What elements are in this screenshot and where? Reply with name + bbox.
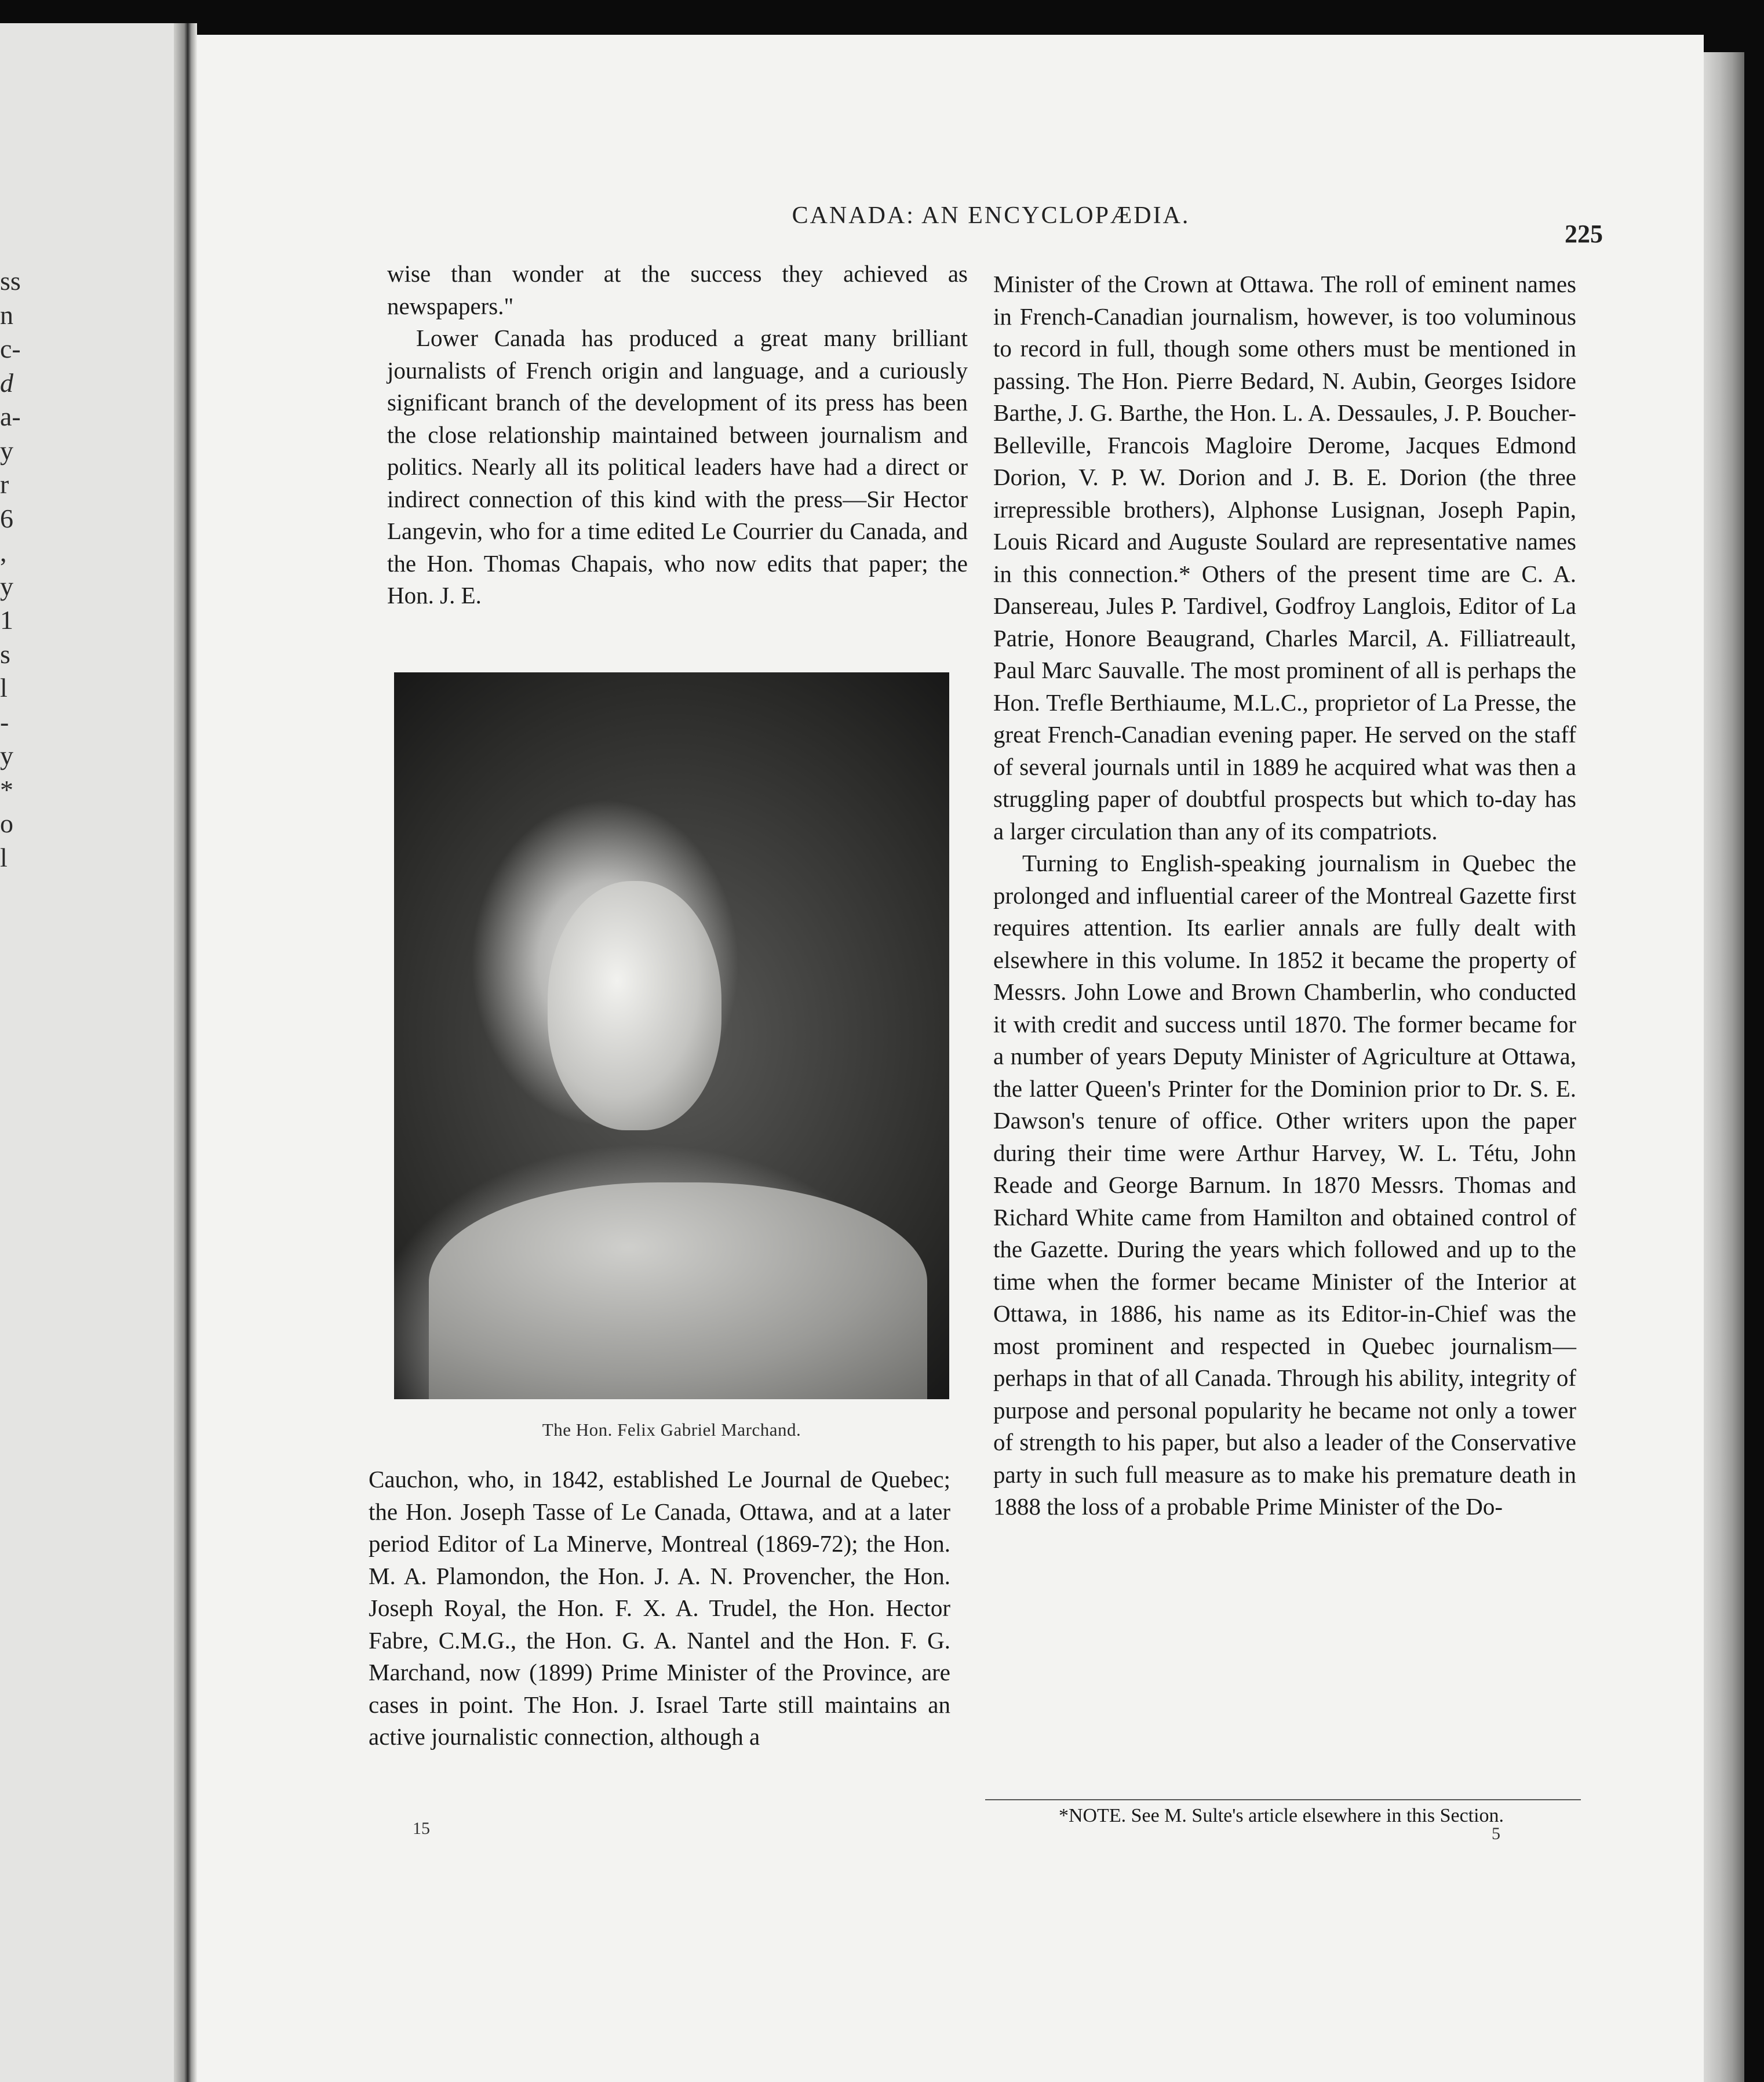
page-edge-shadow xyxy=(1704,52,1744,2082)
paragraph: Lower Canada has produced a great many brilliant journalists of French origin and language, and a curiously significant branch of the development of its press has been the close relationship maintained between journalism and politics. Nearly all its political leaders have had a direct or indirect connection of this kind with the press—Sir Hector Langevin, who for a time edited Le Courrier du Canada, and the Hon. Thomas Chapais, who now edits that paper; the Hon. J. E. xyxy=(387,325,968,609)
paragraph: wise than wonder at the success they achieved as newspapers." xyxy=(387,260,968,319)
fragment: - xyxy=(0,707,9,737)
footnote-rule xyxy=(985,1799,1581,1800)
fragment: 1 xyxy=(0,605,13,635)
fragment: y xyxy=(0,571,13,601)
previous-page-edge xyxy=(0,23,180,2082)
book-gutter xyxy=(174,23,197,2082)
figure-caption: The Hon. Felix Gabriel Marchand. xyxy=(542,1419,801,1440)
fragment: 6 xyxy=(0,503,13,533)
paragraph: Cauchon, who, in 1842, established Le Journal de Quebec; the Hon. Joseph Tasse of Le Canada, Ottawa, and at a later period Editor of La Minerve, Montreal (1869-72); the Hon. M. A. Plamondon, the Hon. J. A. N. Provencher, the Hon. Joseph Royal, the Hon. F. X. A. Trudel, the Hon. Hector Fabre, C.M.G., the Hon. G. A. Nantel and the Hon. F. G. Marchand, now (1899) Prime Minister of the Province, are cases in point. The Hon. J. Israel Tarte still maintains an active journalistic connection, although a xyxy=(369,1466,950,1750)
portrait-face xyxy=(548,881,721,1130)
paragraph: Turning to English-speaking journalism in Quebec the prolonged and influential career of the Montreal Gazette first requires attention. Its earlier annals are fully dealt with elsewhere in this volume. In 1852 it became the property of Messrs. John Lowe and Brown Chamberlin, who conducted it with credit and success until 1870. The former became for a number of years Deputy Minister of Agriculture at Ottawa, the latter Queen's Printer for the Dominion prior to Dr. S. E. Dawson's tenure of office. Other writers upon the paper during their time were Arthur Harvey, W. L. Tétu, John Reade and George Barnum. In 1870 Messrs. Thomas and Richard White came from Hamilton and obtained control of the Gazette. During the years which followed and up to the time when the former became Minister of the Interior at Ottawa, in 1886, his name as its Editor-in-Chief was the most prominent and respected in Quebec journalism—perhaps in that of all Canada. Through his ability, integrity of purpose and personal popularity he became not only a tower of strength to his paper, but also a leader of the Conservative party in such full measure as to make his premature death in 1888 the loss of a probable Prime Minister of the Do- xyxy=(993,850,1576,1520)
fragment: y xyxy=(0,435,13,465)
fragment: o xyxy=(0,809,13,838)
left-column-bottom xyxy=(369,1464,950,1753)
fragment: l xyxy=(0,842,8,872)
fragment: r xyxy=(0,469,9,499)
portrait-photo xyxy=(394,672,949,1399)
fragment: ss xyxy=(0,266,21,296)
fragment: * xyxy=(0,774,13,805)
fragment: d xyxy=(0,367,13,398)
fragment: a- xyxy=(0,402,21,431)
fragment: l xyxy=(0,673,8,703)
signature-mark: 5 xyxy=(1492,1824,1500,1843)
fragment: c- xyxy=(0,334,21,363)
previous-page-fragments xyxy=(0,264,35,875)
footnote: *NOTE. See M. Sulte's article elsewhere in this Section. xyxy=(1058,1805,1504,1826)
right-column xyxy=(993,268,1576,1523)
fragment: n xyxy=(0,300,13,330)
fragment: s xyxy=(0,639,10,669)
paragraph: Minister of the Crown at Ottawa. The roll of eminent names in French-Canadian journalism, however, is too voluminous to record in full, though some others must be mentioned in passing. The Hon. Pierre Bedard, N. Aubin, Georges Isidore Barthe, J. G. Barthe, the Hon. L. A. Dessaules, J. P. Boucher-Belleville, Francois Magloire Derome, Jacques Edmond Dorion, V. P. W. Dorion and J. B. E. Dorion (the three irrepressible brothers), Alphonse Lusignan, Joseph Papin, Louis Ricard and Auguste Soulard are representative names in this connection.* Others of the present time are C. A. Dansereau, Jules P. Tardivel, Godfroy Langlois, Editor of La Patrie, Honore Beaugrand, Charles Marcil, A. Filliatreault, Paul Marc Sauvalle. The most prominent of all is perhaps the Hon. Trefle Berthiaume, M.L.C., proprietor of La Presse, the great French-Canadian evening paper. He served on the staff of several journals until in 1889 he acquired what was then a struggling paper of doubtful prospects but which to-day has a larger circulation than any of its compatriots. xyxy=(993,271,1576,845)
left-column-top xyxy=(387,258,968,612)
portrait-coat xyxy=(429,1182,927,1399)
running-head: CANADA: AN ENCYCLOPÆDIA. xyxy=(792,202,1190,229)
fragment: y xyxy=(0,741,13,770)
fragment: , xyxy=(0,537,7,567)
page-number: 225 xyxy=(1565,220,1603,248)
signature-mark: 15 xyxy=(413,1819,430,1838)
